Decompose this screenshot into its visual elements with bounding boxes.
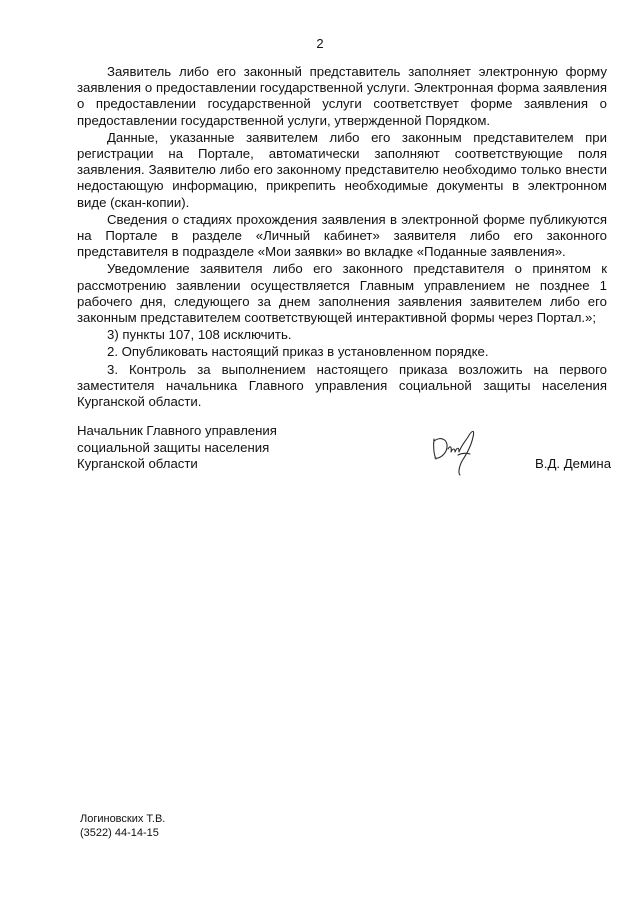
executor-info: [80, 813, 165, 840]
paragraph-electronic-form: Заявитель либо его законный представитель заполняет электронную форму заявления о предоставлении государственной услуги. Электронная форма заявления о предоставлении государственной услуги соответствует форме заявления о предоставлении государственной услуги, утвержденной Порядком.: [77, 64, 607, 128]
paragraph-publish-order: 2. Опубликовать настоящий приказ в установленном порядке.: [107, 344, 489, 360]
paragraph-control: 3. Контроль за выполнением настоящего приказа возложить на первого заместителя начальника Главного управления социальной защиты населения Курганской области.: [77, 361, 607, 410]
paragraph-status-info: Сведения о стадиях прохождения заявления в электронной форме публикуются на Портале в разделе «Личный кабинет» заявителя либо его законного представителя в подразделе «Мои заявки» во вкладке «Поданные заявления».: [77, 211, 607, 260]
paragraph-notification: Уведомление заявителя либо его законного представителя о принятом к рассмотрению заявлении осуществляется Главным управлением не позднее 1 рабочего дня, следующего за днем заполнения заявления заявителем либо его законным представителем соответствующей интерактивной формы через Портал.»;: [77, 261, 607, 326]
position-line: Начальник Главного управления: [77, 423, 277, 438]
signatory-position: [77, 423, 337, 473]
handwritten-signature: [428, 425, 482, 477]
position-line: социальной защиты населения: [77, 439, 270, 455]
position-line: Курганской области: [77, 456, 198, 471]
paragraph-items-excluded: 3) пункты 107, 108 исключить.: [107, 327, 292, 343]
page-number: 2: [316, 36, 324, 51]
executor-name: Логиновских Т.В.: [80, 813, 166, 825]
paragraph-portal-data: Данные, указанные заявителем либо его законным представителем при регистрации на Портале, автоматически заполняют соответствующие поля заявления. Заявителю либо его законному представителю необходимо только внести недостающую информацию, прикрепить необходимые документы в электронном виде (скан-копии).: [77, 129, 607, 210]
signer-name: В.Д. Демина: [535, 456, 612, 471]
executor-phone: (3522) 44-14-15: [80, 826, 159, 839]
document-body: [77, 64, 607, 411]
